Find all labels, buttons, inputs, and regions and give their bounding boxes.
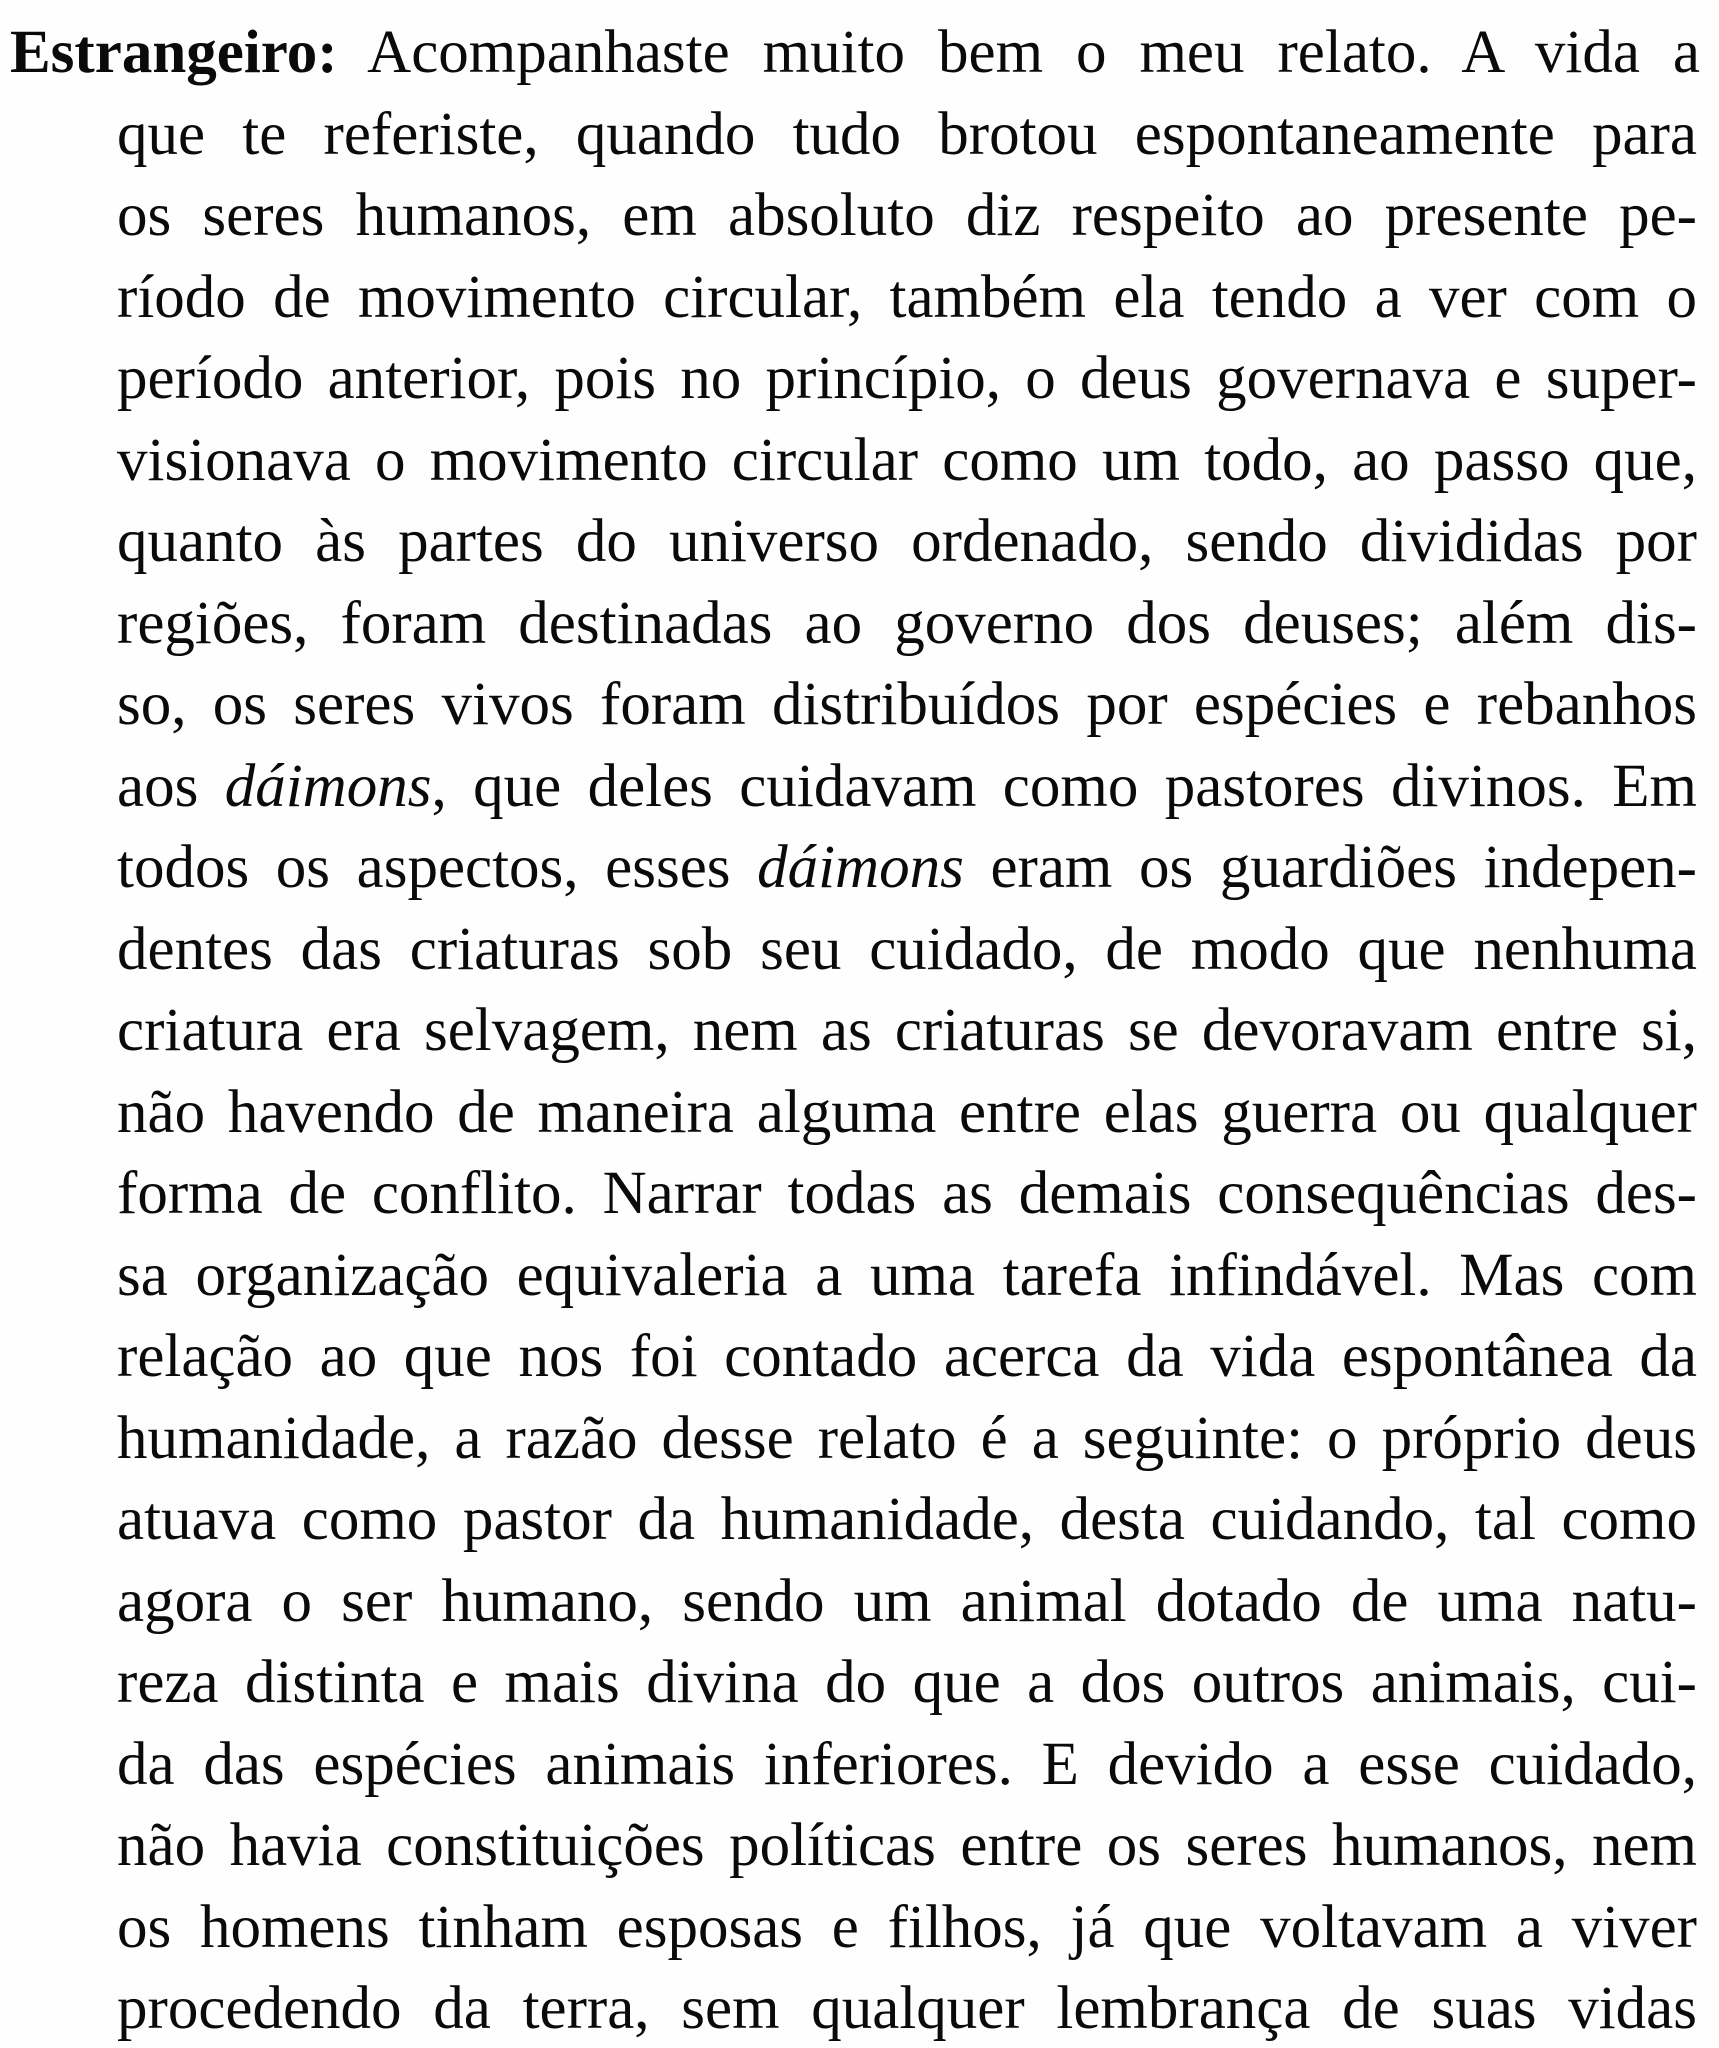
line-segment: so, os seres vivos foram distribuídos por espécies e rebanhos (117, 671, 1697, 738)
line-text (338, 19, 1700, 86)
text-line (117, 1322, 1697, 1392)
line-segment: sa organização equivaleria a uma tarefa infindável. Mas com (117, 1241, 1697, 1309)
line-segment: da das espécies animais inferiores. E devido a esse cuidado, (117, 1730, 1697, 1798)
text-line (117, 589, 1697, 659)
text-line (117, 752, 1697, 822)
speaker-label: Estrangeiro: (10, 19, 338, 86)
italic-term: dáimons (224, 752, 432, 820)
line-segment: agora o ser humano, sendo um animal dotado de uma natu- (117, 1567, 1697, 1635)
line-segment: período anterior, pois no princípio, o deus governava e super- (117, 345, 1697, 412)
line-segment: todos os aspectos, esses (117, 834, 758, 901)
line-segment: regiões, foram destinadas ao governo dos deuses; além dis- (117, 589, 1697, 657)
text-line (117, 100, 1697, 170)
text-line (117, 1078, 1697, 1148)
text-line (117, 1730, 1697, 1800)
text-line (117, 1893, 1697, 1963)
line-segment: aos (117, 752, 225, 820)
text-line (117, 181, 1697, 251)
text-line (117, 996, 1697, 1066)
text-line (117, 1567, 1697, 1637)
text-line (117, 1485, 1697, 1555)
line-segment: eram os guardiões indepen- (963, 834, 1697, 901)
line-segment: os seres humanos, em absoluto diz respeito ao presente pe- (117, 182, 1697, 249)
line-segment: ríodo de movimento circular, também ela tendo a ver com o (117, 263, 1697, 331)
line-segment: atuava como pastor da humanidade, desta cuidando, tal como (117, 1486, 1697, 1553)
text-line (117, 1811, 1697, 1881)
line-segment: Acompanhaste muito bem o meu relato. A vida a (337, 19, 1700, 86)
line-segment: quanto às partes do universo ordenado, sendo divididas por (117, 508, 1697, 575)
line-segment: relação ao que nos foi contado acerca da vida espontânea da (117, 1323, 1697, 1390)
text-line (117, 915, 1697, 985)
line-segment: os homens tinham esposas e filhos, já que voltavam a viver (117, 1893, 1697, 1961)
text-line (10, 18, 1700, 88)
line-segment: reza distinta e mais divina do que a dos outros animais, cui- (117, 1649, 1697, 1716)
text-line (117, 263, 1697, 333)
text-line (117, 426, 1697, 496)
line-segment: visionava o movimento circular como um todo, ao passo que, (117, 426, 1697, 494)
text-line (117, 833, 1697, 903)
line-segment: forma de conflito. Narrar todas as demais consequências des- (117, 1160, 1697, 1227)
text-line (117, 1159, 1697, 1229)
text-line (117, 1648, 1697, 1718)
text-line (117, 344, 1697, 414)
text-line (117, 507, 1697, 577)
line-segment: criatura era selvagem, nem as criaturas se devoravam entre si, (117, 997, 1697, 1064)
text-line (117, 1974, 1697, 2044)
line-segment: humanidade, a razão desse relato é a seguinte: o próprio deus (117, 1404, 1697, 1472)
line-segment: que te referiste, quando tudo brotou espontaneamente para (117, 100, 1697, 168)
text-line (117, 1404, 1697, 1474)
line-segment: não havia constituições políticas entre os seres humanos, nem (117, 1812, 1697, 1879)
line-segment: dentes das criaturas sob seu cuidado, de modo que nenhuma (117, 915, 1697, 983)
line-segment: procedendo da terra, sem qualquer lembrança de suas vidas (117, 1975, 1697, 2042)
line-segment: não havendo de maneira alguma entre elas guerra ou qualquer (117, 1078, 1697, 1146)
italic-term: dáimons (757, 834, 964, 901)
text-line (117, 1241, 1697, 1311)
line-segment: , que deles cuidavam como pastores divinos. Em (431, 752, 1697, 820)
text-line (117, 670, 1697, 740)
